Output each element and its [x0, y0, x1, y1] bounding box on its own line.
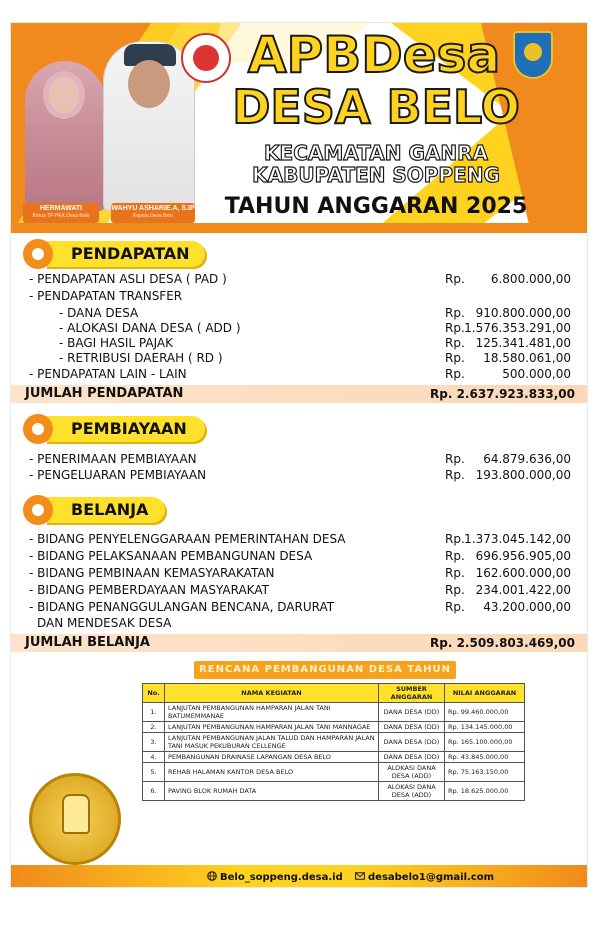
poster-header [11, 23, 588, 233]
pendapatan-total-bar: JUMLAH PENDAPATAN Rp. 2.637.923.833,00 [11, 385, 588, 403]
pembiayaan-row: - PENGELUARAN PEMBIAYAAN Rp. 193.800.000,00 [29, 468, 571, 482]
section-bullet-icon [23, 414, 53, 444]
regency-crest-icon [513, 31, 553, 79]
col-no: No. [143, 684, 165, 703]
development-plan-area [11, 653, 588, 888]
photo-village-head [103, 41, 195, 211]
col-nama-kegiatan: NAMA KEGIATAN [165, 684, 379, 703]
mail-icon [355, 871, 365, 881]
section-bullet-icon [23, 495, 53, 525]
apbdesa-poster [10, 22, 588, 888]
female-role: Ketua TP-PKK Desa Belo [32, 213, 90, 219]
pendapatan-row: - ALOKASI DANA DESA ( ADD ) Rp. 1.576.353.291,00 [59, 321, 571, 335]
fist-emblem-icon [29, 773, 121, 865]
photo-female-official [25, 61, 105, 211]
budget-year: TAHUN ANGGARAN 2025 [224, 194, 528, 219]
col-sumber-anggaran: SUMBER ANGGARAN [379, 684, 445, 703]
pendapatan-row: - BAGI HASIL PAJAK Rp. 125.341.481,00 [59, 336, 571, 350]
belanja-row: - BIDANG PENANGGULANGAN BENCANA, DARURAT Rp. 43.200.000,00 [29, 600, 571, 614]
table-row: 2. LANJUTAN PEMBANGUNAN HAMPARAN JALAN TANI MANNAGAE DANA DESA (DD) Rp. 134.145.000,00 [143, 722, 525, 733]
female-name: HERMAWATI [39, 205, 83, 212]
email-text: desabelo1@gmail.com [368, 872, 495, 883]
name-tag-female [23, 203, 99, 223]
pendapatan-row: - RETRIBUSI DAERAH ( RD ) Rp. 18.580.061,00 [59, 351, 571, 365]
leaders-photo [19, 29, 199, 225]
header-divider [11, 223, 588, 233]
belanja-row: DAN MENDESAK DESA [37, 616, 172, 630]
section-pendapatan-title: PENDAPATAN [23, 241, 203, 267]
plan-table-header [143, 684, 525, 703]
belanja-row: - BIDANG PEMBERDAYAAN MASYARAKAT Rp. 234.001.422,00 [29, 583, 571, 597]
plan-heading: RENCANA PEMBANGUNAN DESA TAHUN [194, 661, 456, 679]
table-row: 1. LANJUTAN PEMBANGUNAN HAMPARAN JALAN TANI BATUMEMMANAE DANA DESA (DD) Rp. 99.460.000,00 [143, 703, 525, 722]
male-role: Kepala Desa Belo [132, 213, 174, 219]
email-link[interactable] [355, 871, 494, 883]
subtitle-kabupaten: KABUPATEN SOPPENG [252, 163, 500, 187]
subtitle-kecamatan: KECAMATAN GANRA [264, 141, 488, 165]
section-belanja-title: BELANJA [23, 497, 203, 523]
section-pembiayaan-title: PEMBIAYAAN [23, 416, 203, 442]
table-row: 4. PEMBANGUNAN DRAINASE LAPANGAN DESA BELO DANA DESA (DD) Rp. 43.845.000,00 [143, 752, 525, 763]
belanja-row: - BIDANG PEMBINAAN KEMASYARAKATAN Rp. 162.600.000,00 [29, 566, 571, 580]
belanja-total-bar: JUMLAH BELANJA Rp. 2.509.803.469,00 [11, 634, 588, 652]
globe-icon [207, 871, 217, 881]
belanja-row: - BIDANG PELAKSANAAN PEMBANGUNAN DESA Rp. 696.956.905,00 [29, 549, 571, 563]
title-desa-belo: DESA BELO [232, 80, 520, 134]
pendapatan-row: - PENDAPATAN TRANSFER [29, 289, 183, 303]
table-row: 5. REHAB HALAMAN KANTOR DESA BELO ALOKASI DANA DESA (ADD) Rp. 75.163.150,00 [143, 763, 525, 782]
male-name: WAHYU ASHARIE.A, S.IP [111, 205, 195, 212]
table-row: 6. PAVING BLOK RUMAH DATA ALOKASI DANA DESA (ADD) Rp. 18.625.000,00 [143, 782, 525, 801]
contact-footer [11, 865, 588, 888]
website-text: Belo_soppeng.desa.id [220, 872, 343, 883]
plan-table [142, 683, 525, 801]
col-nilai-anggaran: NILAI ANGGARAN [445, 684, 525, 703]
section-bullet-icon [23, 239, 53, 269]
title-apbdesa: APBDesa [247, 26, 501, 84]
table-row: 3. LANJUTAN PEMBANGUNAN JALAN TALUD DAN HAMPARAN JALAN TANI MASUK PEKUBURAN CELLENGE DANA DESA (DD) Rp. 165.100.000,00 [143, 733, 525, 752]
ministry-logo-icon [181, 33, 231, 83]
pendapatan-row: - PENDAPATAN LAIN - LAIN Rp. 500.000,00 [29, 367, 571, 381]
belanja-row: - BIDANG PENYELENGGARAAN PEMERINTAHAN DESA Rp. 1.373.045.142,00 [29, 532, 571, 546]
pendapatan-row: - DANA DESA Rp. 910.800.000,00 [59, 306, 571, 320]
website-link[interactable] [207, 871, 343, 883]
pendapatan-row: - PENDAPATAN ASLI DESA ( PAD ) Rp. 6.800.000,00 [29, 272, 571, 286]
pembiayaan-row: - PENERIMAAN PEMBIAYAAN Rp. 64.879.636,00 [29, 452, 571, 466]
name-tag-male [111, 203, 195, 223]
